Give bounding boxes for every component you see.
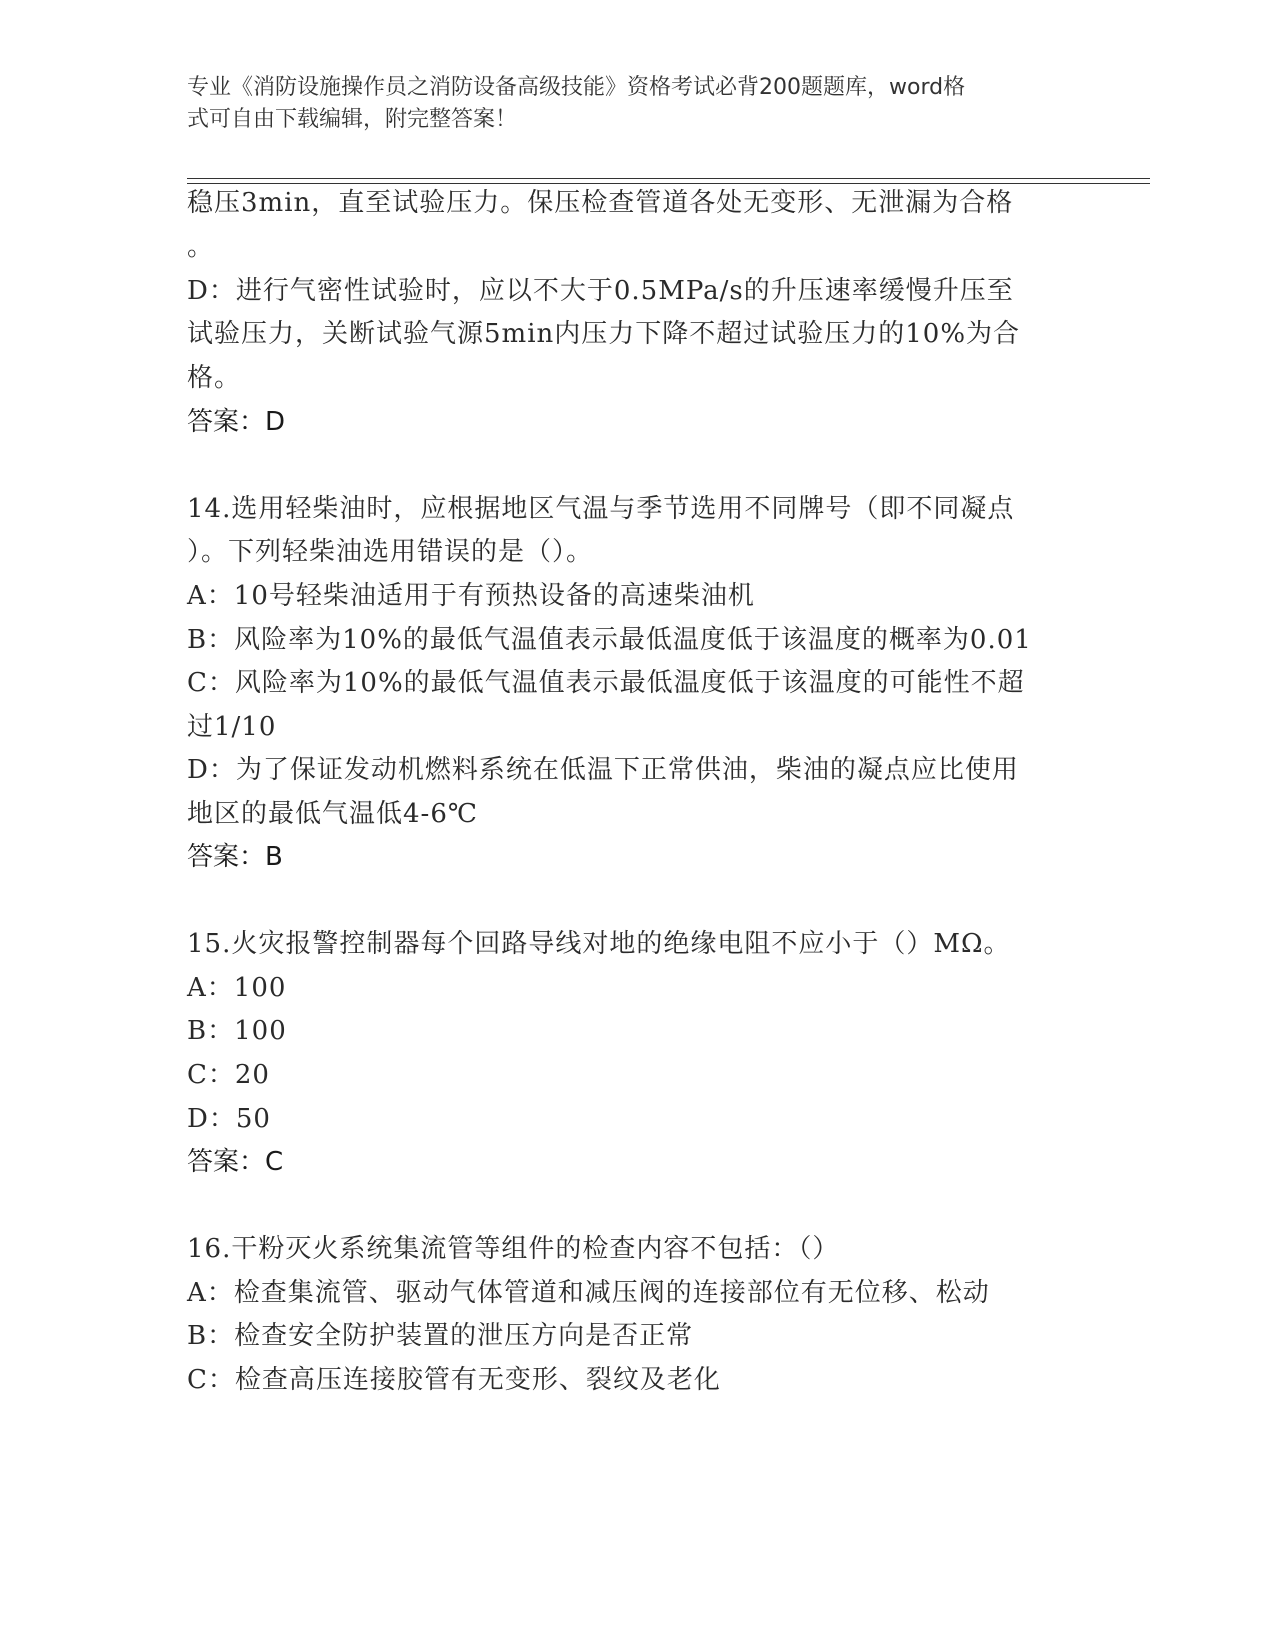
header-line-2: 式可自由下载编辑，附完整答案！ [187,107,518,132]
option-a: A：检查集流管、驱动气体管道和减压阀的连接部位有无位移、松动 [187,1278,990,1308]
answer: 答案：D [187,407,286,437]
option-d: D：为了保证发动机燃料系统在低温下正常供油，柴油的凝点应比使用 [187,755,1019,785]
option-a: A：10号轻柴油适用于有预热设备的高速柴油机 [187,581,755,611]
answer: 答案：C [187,1147,284,1177]
option-b: B：检查安全防护装置的泄压方向是否正常 [187,1321,694,1351]
option-c: C：风险率为10%的最低气温值表示最低温度低于该温度的可能性不超 [187,668,1025,698]
option-c: 过1/10 [187,712,277,742]
continuation-text: 。 [187,232,215,262]
option-c: C：检查高压连接胶管有无变形、裂纹及老化 [187,1365,721,1395]
header-line-1: 专业《消防设施操作员之消防设备高级技能》资格考试必背200题题库，word格 [187,75,966,100]
header-rule-bottom [187,183,1150,184]
option-b: B：100 [187,1016,287,1046]
option-d: D：进行气密性试验时，应以不大于0.5MPa/s的升压速率缓慢升压至 [187,276,1014,306]
option-a: A：100 [187,973,287,1003]
option-d: 试验压力，关断试验气源5min内压力下降不超过试验压力的10%为合 [187,319,1021,349]
question-stem: 16.干粉灭火系统集流管等组件的检查内容不包括：（） [187,1234,840,1264]
question-stem: 15.火灾报警控制器每个回路导线对地的绝缘电阻不应小于（）MΩ。 [187,929,1011,959]
option-d: 地区的最低气温低4-6℃ [187,799,478,829]
question-stem: 14.选用轻柴油时，应根据地区气温与季节选用不同牌号（即不同凝点 [187,494,1015,524]
document-header [187,72,1067,136]
continuation-text: 稳压3min，直至试验压力。保压检查管道各处无变形、无泄漏为合格 [187,188,1014,218]
option-d: 格。 [187,363,242,393]
option-c: C：20 [187,1060,270,1090]
answer: 答案：B [187,842,283,872]
header-rule-top [187,178,1150,179]
option-d: D：50 [187,1104,271,1134]
option-b: B：风险率为10%的最低气温值表示最低温度低于该温度的概率为0.01 [187,625,1032,655]
question-stem: ）。下列轻柴油选用错误的是（）。 [187,537,594,567]
